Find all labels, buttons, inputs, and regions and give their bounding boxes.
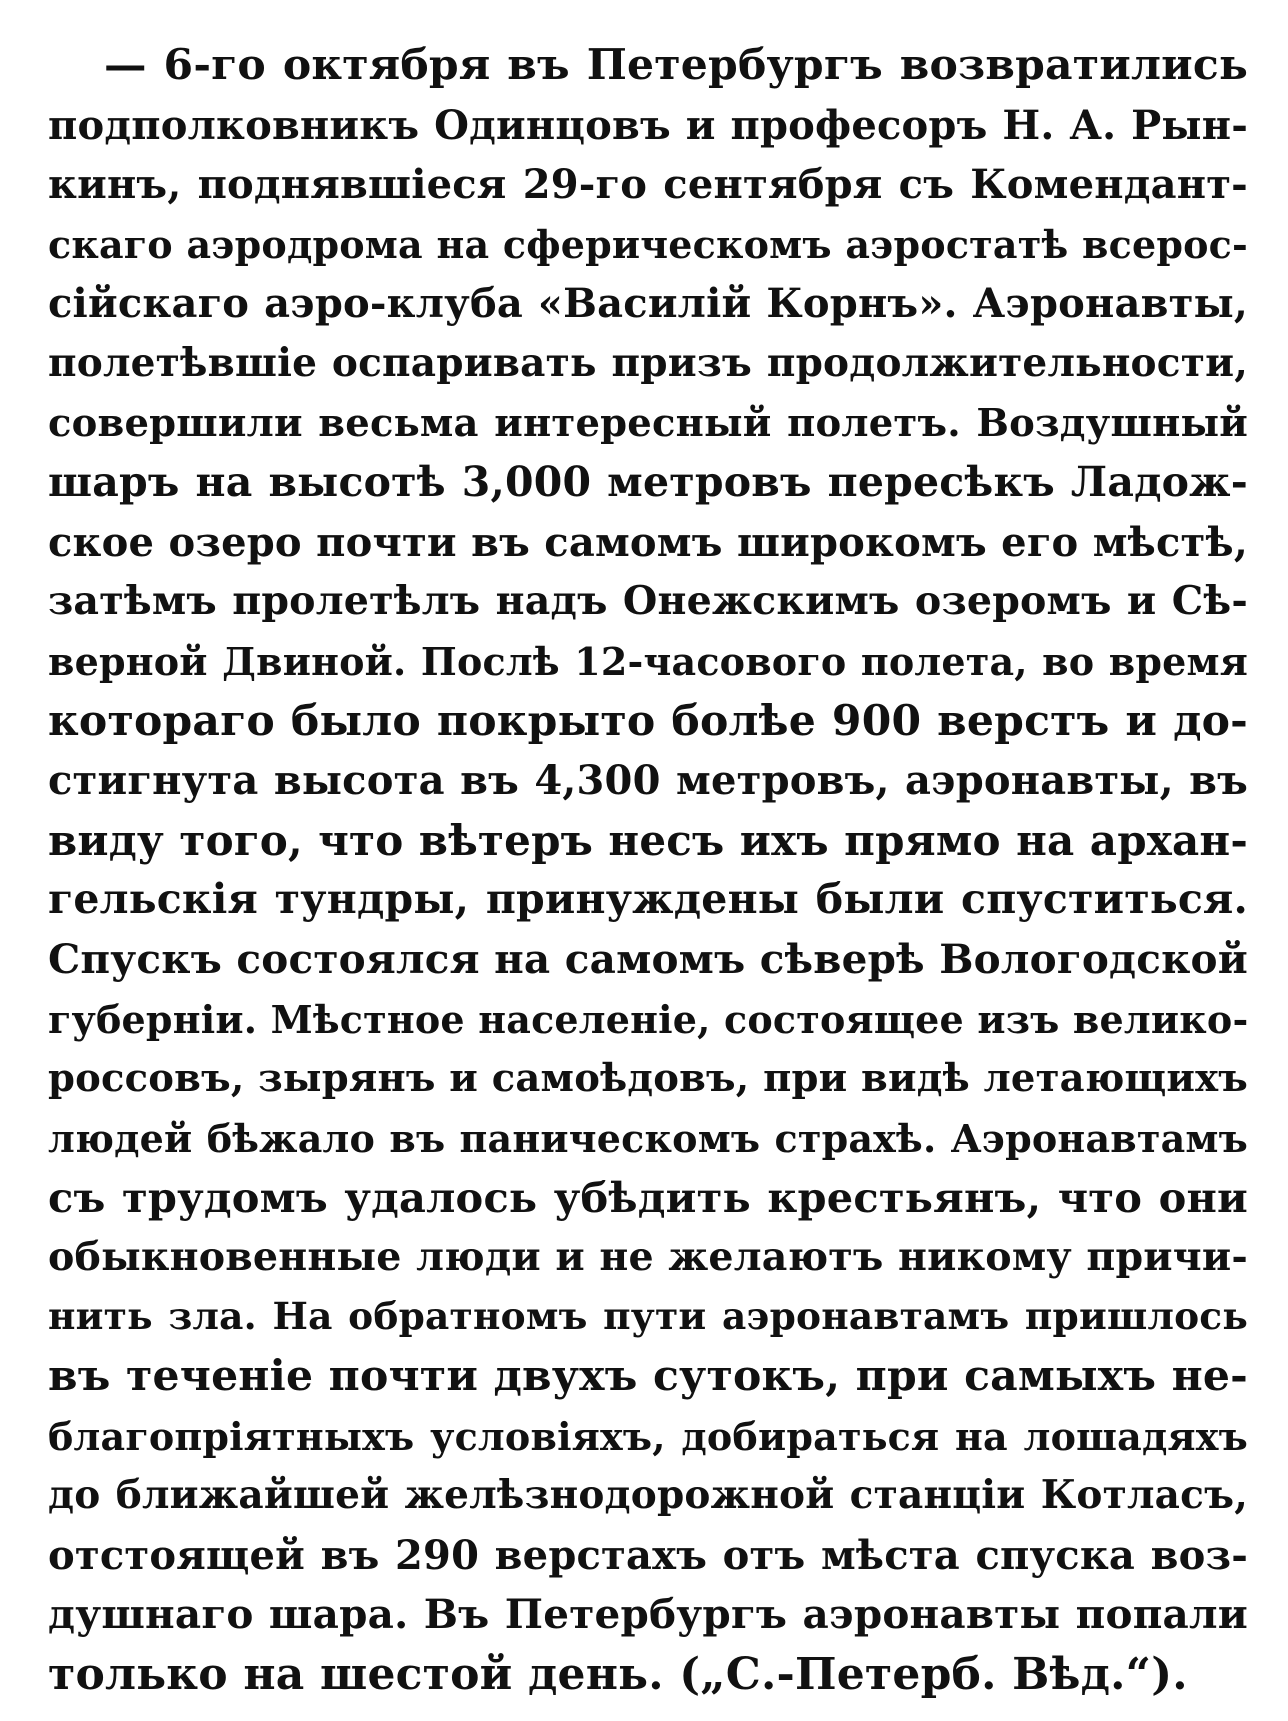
text-line: котораго было покрыто болѣе 900 верстъ и до- xyxy=(48,695,1248,746)
news-article xyxy=(48,36,1248,1705)
text-line: — 6-го октября въ Петербургъ возвратились xyxy=(104,40,1248,90)
text-line: ское озеро почти въ самомъ широкомъ его мѣстѣ, xyxy=(48,518,1248,566)
text-line: губерніи. Мѣстное населеніе, состоящее изъ велико- xyxy=(48,996,1248,1042)
text-line: виду того, что вѣтеръ несъ ихъ прямо на архан- xyxy=(48,815,1248,865)
text-line: стигнута высота въ 4,300 метровъ, аэронавты, въ xyxy=(48,757,1248,805)
text-line: только на шестой день. („С.-Петерб. Вѣд.“). xyxy=(48,1649,1188,1701)
text-line: затѣмъ пролетѣлъ надъ Онежскимъ озеромъ и Сѣ- xyxy=(48,578,1248,625)
text-line: гельскія тундры, принуждены были спуститься. xyxy=(48,875,1248,924)
text-line: Спускъ состоялся на самомъ сѣверѣ Вологодской xyxy=(48,934,1248,983)
text-line: до ближайшей желѣзнодорожной станціи Котласъ, xyxy=(48,1472,1248,1519)
text-line: полетѣвшіе оспаривать призъ продолжительности, xyxy=(48,339,1248,386)
text-line: съ трудомъ удалось убѣдить крестьянъ, что они xyxy=(48,1173,1248,1223)
text-line: благопріятныхъ условіяхъ, добираться на лошадяхъ xyxy=(48,1413,1248,1459)
text-line: нить зла. На обратномъ пути аэронавтамъ пришлось xyxy=(48,1294,1248,1339)
text-line: россовъ, зырянъ и самоѣдовъ, при видѣ летающихъ xyxy=(48,1056,1248,1102)
text-line: верной Двиной. Послѣ 12-часового полета, во время xyxy=(48,638,1248,684)
text-line: въ теченіе почти двухъ сутокъ, при самыхъ не- xyxy=(48,1351,1248,1402)
text-line: совершили весьма интересный полетъ. Воздушный xyxy=(48,400,1248,446)
text-line: отстоящей въ 290 верстахъ отъ мѣста спуска воз- xyxy=(48,1531,1248,1579)
text-line: душнаго шара. Въ Петербургъ аэронавты попали xyxy=(48,1590,1248,1639)
text-line: людей бѣжало въ паническомъ страхѣ. Аэронавтамъ xyxy=(48,1115,1248,1161)
text-line: сійскаго аэро-клуба «Василій Корнъ». Аэронавты, xyxy=(48,280,1248,328)
text-line: шаръ на высотѣ 3,000 метровъ пересѣкъ Ладож- xyxy=(48,458,1248,507)
text-line: обыкновенные люди и не желаютъ никому причи- xyxy=(48,1233,1248,1280)
text-line: кинъ, поднявшіеся 29-го сентября съ Комендант- xyxy=(48,161,1248,209)
text-line: подполковникъ Одинцовъ и професоръ Н. А. Рын- xyxy=(48,101,1248,149)
text-line: скаго аэродрома на сферическомъ аэростатѣ всерос- xyxy=(48,221,1248,267)
